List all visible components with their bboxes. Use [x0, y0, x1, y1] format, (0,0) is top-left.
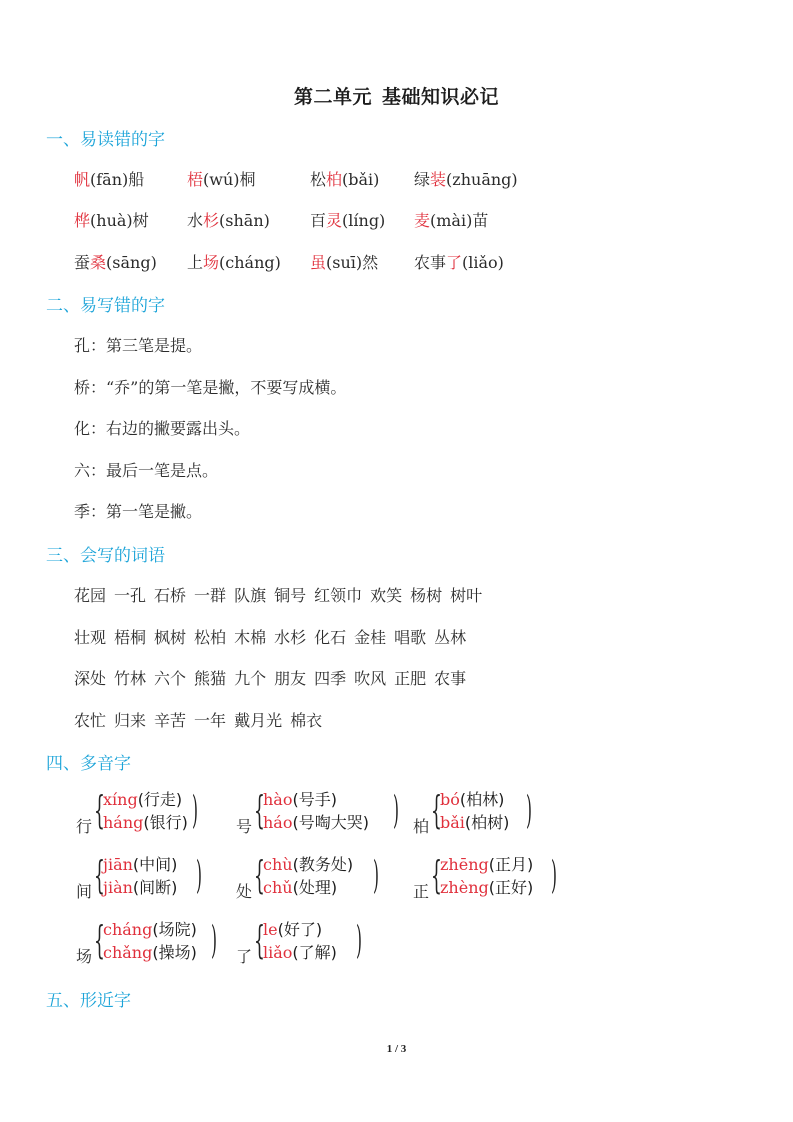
- word-row: [74, 708, 330, 731]
- highlight-char: 桦: [74, 211, 91, 230]
- word-item: 朋友: [274, 669, 307, 688]
- highlight-char: 帆: [74, 170, 91, 189]
- reading-pinyin: cháng: [103, 920, 153, 939]
- polyphonic-char: 行: [76, 817, 93, 836]
- word-item: 四季: [314, 669, 347, 688]
- reading-item: [103, 853, 177, 876]
- word-item: 队旗: [234, 586, 267, 605]
- misread-item: [310, 250, 378, 273]
- reading-example: (号啕大哭): [292, 813, 369, 832]
- word-item: 一群: [194, 586, 227, 605]
- miswrite-rule: 桥：“乔”的第一笔是撇，不要写成横。: [74, 377, 347, 397]
- word-row: [74, 666, 474, 689]
- word-item: 农事: [434, 669, 467, 688]
- pinyin-text: (sāng): [106, 253, 157, 272]
- reading-example: (教务处): [292, 855, 354, 874]
- word-item: 花园: [74, 586, 107, 605]
- misread-item: [187, 167, 256, 190]
- suffix-text: 桐: [239, 170, 256, 189]
- reading-pinyin: liǎo: [263, 943, 293, 962]
- word-item: 一孔: [114, 586, 147, 605]
- left-brace: {: [431, 788, 442, 832]
- polyphonic-char: 柏: [413, 817, 430, 836]
- prefix-text: 蚕: [74, 253, 91, 272]
- left-brace: {: [431, 853, 442, 897]
- page-title: [0, 82, 793, 109]
- reading-item: [103, 876, 177, 899]
- right-paren: ): [373, 853, 379, 897]
- misread-item: [414, 250, 504, 273]
- left-brace: {: [254, 853, 265, 897]
- reading-list: [103, 918, 197, 964]
- pinyin-text: (huà): [90, 211, 133, 230]
- word-item: 熊猫: [194, 669, 227, 688]
- reading-pinyin: chǎng: [103, 943, 153, 962]
- reading-example: (处理): [292, 878, 338, 897]
- polyphonic-char: 场: [76, 947, 93, 966]
- highlight-char: 装: [430, 170, 447, 189]
- reading-pinyin: zhēng: [440, 855, 489, 874]
- reading-example: (操场): [152, 943, 197, 962]
- prefix-text: 松: [310, 170, 327, 189]
- highlight-char: 灵: [326, 211, 343, 230]
- reading-item: [103, 918, 197, 941]
- reading-item: [103, 811, 188, 834]
- reading-pinyin: chù: [263, 855, 293, 874]
- word-item: 铜号: [274, 586, 307, 605]
- prefix-text: 水: [187, 211, 204, 230]
- right-paren: ): [196, 853, 202, 897]
- word-item: 水杉: [274, 627, 307, 647]
- reading-item: [263, 918, 337, 941]
- word-item: 六个: [154, 669, 187, 688]
- reading-item: [440, 876, 533, 899]
- reading-item: [103, 788, 188, 811]
- misread-item: [414, 208, 488, 231]
- prefix-text: 百: [310, 211, 327, 230]
- misread-item: [310, 167, 379, 190]
- title-subject: 基础知识必记: [382, 86, 500, 108]
- pinyin-text: (shān): [219, 211, 270, 230]
- highlight-char: 了: [446, 253, 463, 272]
- right-paren: ): [211, 918, 217, 962]
- word-item: 木棉: [234, 627, 267, 647]
- page-number: 1 / 3: [386, 1043, 407, 1055]
- word-item: 欢笑: [370, 586, 403, 605]
- word-item: 戴月光: [234, 710, 283, 730]
- word-row: [74, 583, 490, 606]
- misread-item: [74, 208, 149, 231]
- suffix-text: 苗: [472, 211, 489, 230]
- misread-item: [74, 250, 157, 273]
- right-paren: ): [393, 788, 399, 832]
- word-item: 枫树: [154, 627, 187, 647]
- reading-pinyin: bó: [440, 790, 460, 809]
- word-item: 杨树: [410, 586, 443, 605]
- word-item: 深处: [74, 669, 107, 688]
- miswrite-rule: 化：右边的撇要露出头。: [74, 419, 251, 438]
- word-item: 农忙: [74, 710, 107, 730]
- polyphonic-char: 了: [236, 947, 253, 966]
- right-paren: ): [192, 788, 198, 832]
- reading-example: (间断): [132, 878, 178, 897]
- polyphonic-group: [413, 853, 559, 903]
- word-row: [74, 625, 474, 648]
- prefix-text: 农事: [414, 253, 447, 272]
- pinyin-text: (zhuāng): [446, 170, 518, 189]
- polyphonic-char: 正: [413, 882, 430, 901]
- suffix-text: 树: [132, 211, 149, 230]
- pinyin-text: (wú): [203, 170, 240, 189]
- word-item: 石桥: [154, 586, 187, 605]
- reading-list: [263, 788, 369, 834]
- word-item: 化石: [314, 627, 347, 647]
- pinyin-text: (fān): [90, 170, 129, 189]
- reading-example: (正月): [488, 855, 534, 874]
- word-item: 棉衣: [290, 710, 323, 730]
- right-paren: ): [526, 788, 532, 832]
- reading-example: (中间): [132, 855, 178, 874]
- misread-item: [187, 250, 281, 273]
- reading-pinyin: jiàn: [103, 878, 133, 897]
- pinyin-text: (liǎo): [462, 253, 504, 272]
- reading-item: [263, 941, 337, 964]
- word-item: 正肥: [394, 669, 427, 688]
- pinyin-text: (cháng): [219, 253, 281, 272]
- word-item: 九个: [234, 669, 267, 688]
- word-item: 壮观: [74, 627, 107, 647]
- miswrite-rule: 六：最后一笔是点。: [74, 460, 219, 480]
- reading-list: [440, 853, 533, 899]
- reading-item: [263, 876, 353, 899]
- polyphonic-char: 处: [236, 882, 253, 901]
- polyphonic-char: 间: [76, 882, 93, 901]
- pinyin-text: (suī): [326, 253, 363, 272]
- right-paren: ): [551, 853, 557, 897]
- reading-item: [103, 941, 197, 964]
- prefix-text: 绿: [414, 170, 431, 189]
- highlight-char: 杉: [203, 211, 220, 230]
- miswrite-rule: 季：第一笔是撇。: [74, 502, 203, 521]
- word-item: 一年: [194, 710, 227, 730]
- reading-item: [263, 788, 369, 811]
- misread-item: [310, 208, 385, 231]
- polyphonic-group: [76, 918, 219, 968]
- reading-pinyin: jiān: [103, 855, 133, 874]
- right-paren: ): [356, 918, 362, 962]
- section-heading-words: 三、会写的词语: [46, 546, 165, 566]
- pinyin-text: (líng): [342, 211, 386, 230]
- highlight-char: 桑: [90, 253, 107, 272]
- reading-list: [103, 853, 177, 899]
- reading-item: [263, 853, 353, 876]
- polyphonic-group: [76, 788, 200, 838]
- reading-example: (柏林): [459, 790, 505, 809]
- word-item: 红领巾: [314, 586, 363, 605]
- reading-item: [440, 853, 533, 876]
- left-brace: {: [94, 853, 105, 897]
- reading-pinyin: le: [263, 920, 278, 939]
- suffix-text: 然: [362, 253, 379, 272]
- section-heading-easy-misread: 一、易读错的字: [46, 130, 165, 150]
- word-item: 辛苦: [154, 710, 187, 730]
- reading-example: (了解): [292, 943, 337, 962]
- section-heading-easy-miswrite: 二、易写错的字: [46, 296, 165, 316]
- reading-pinyin: háo: [263, 813, 293, 832]
- highlight-char: 场: [203, 253, 220, 272]
- prefix-text: 上: [187, 253, 204, 272]
- left-brace: {: [254, 918, 265, 962]
- left-brace: {: [254, 788, 265, 832]
- highlight-char: 麦: [414, 211, 431, 230]
- reading-list: [440, 788, 509, 834]
- reading-example: (好了): [277, 920, 323, 939]
- reading-example: (号手): [292, 790, 337, 809]
- reading-example: (银行): [143, 813, 188, 832]
- reading-item: [263, 811, 369, 834]
- reading-item: [440, 788, 509, 811]
- reading-pinyin: bǎi: [440, 813, 465, 832]
- reading-item: [440, 811, 509, 834]
- highlight-char: 梧: [187, 170, 204, 189]
- left-brace: {: [94, 918, 105, 962]
- misread-item: [414, 167, 518, 190]
- reading-list: [263, 918, 337, 964]
- section-heading-similar-chars: 五、形近字: [46, 991, 131, 1011]
- reading-example: (行走): [137, 790, 183, 809]
- word-item: 唱歌: [394, 627, 427, 647]
- reading-pinyin: hào: [263, 790, 293, 809]
- highlight-char: 虽: [310, 253, 327, 272]
- pinyin-text: (bǎi): [342, 170, 380, 189]
- polyphonic-char: 号: [236, 817, 253, 836]
- polyphonic-group: [236, 918, 364, 968]
- word-item: 吹风: [354, 669, 387, 688]
- polyphonic-group: [236, 788, 401, 838]
- reading-pinyin: zhèng: [440, 878, 489, 897]
- reading-example: (场院): [152, 920, 197, 939]
- miswrite-rule: 孔：第三笔是提。: [74, 336, 203, 355]
- polyphonic-group: [76, 853, 204, 903]
- word-item: 竹林: [114, 669, 147, 688]
- reading-list: [263, 853, 353, 899]
- word-item: 松柏: [194, 627, 227, 647]
- misread-item: [74, 167, 144, 190]
- word-item: 丛林: [434, 627, 467, 647]
- polyphonic-group: [413, 788, 534, 838]
- highlight-char: 柏: [326, 170, 343, 189]
- misread-item: [187, 208, 270, 231]
- reading-pinyin: chǔ: [263, 878, 293, 897]
- reading-list: [103, 788, 188, 834]
- reading-example: (正好): [488, 878, 534, 897]
- suffix-text: 船: [128, 170, 145, 189]
- word-item: 归来: [114, 710, 147, 730]
- left-brace: {: [94, 788, 105, 832]
- title-unit: 第二单元: [293, 86, 372, 108]
- reading-example: (柏树): [464, 813, 510, 832]
- pinyin-text: (mài): [430, 211, 473, 230]
- reading-pinyin: háng: [103, 813, 144, 832]
- word-item: 树叶: [450, 586, 483, 605]
- section-heading-polyphonic: 四、多音字: [46, 754, 131, 774]
- word-item: 金桂: [354, 627, 387, 647]
- reading-pinyin: xíng: [103, 790, 138, 809]
- polyphonic-group: [236, 853, 381, 903]
- word-item: 梧桐: [114, 627, 147, 647]
